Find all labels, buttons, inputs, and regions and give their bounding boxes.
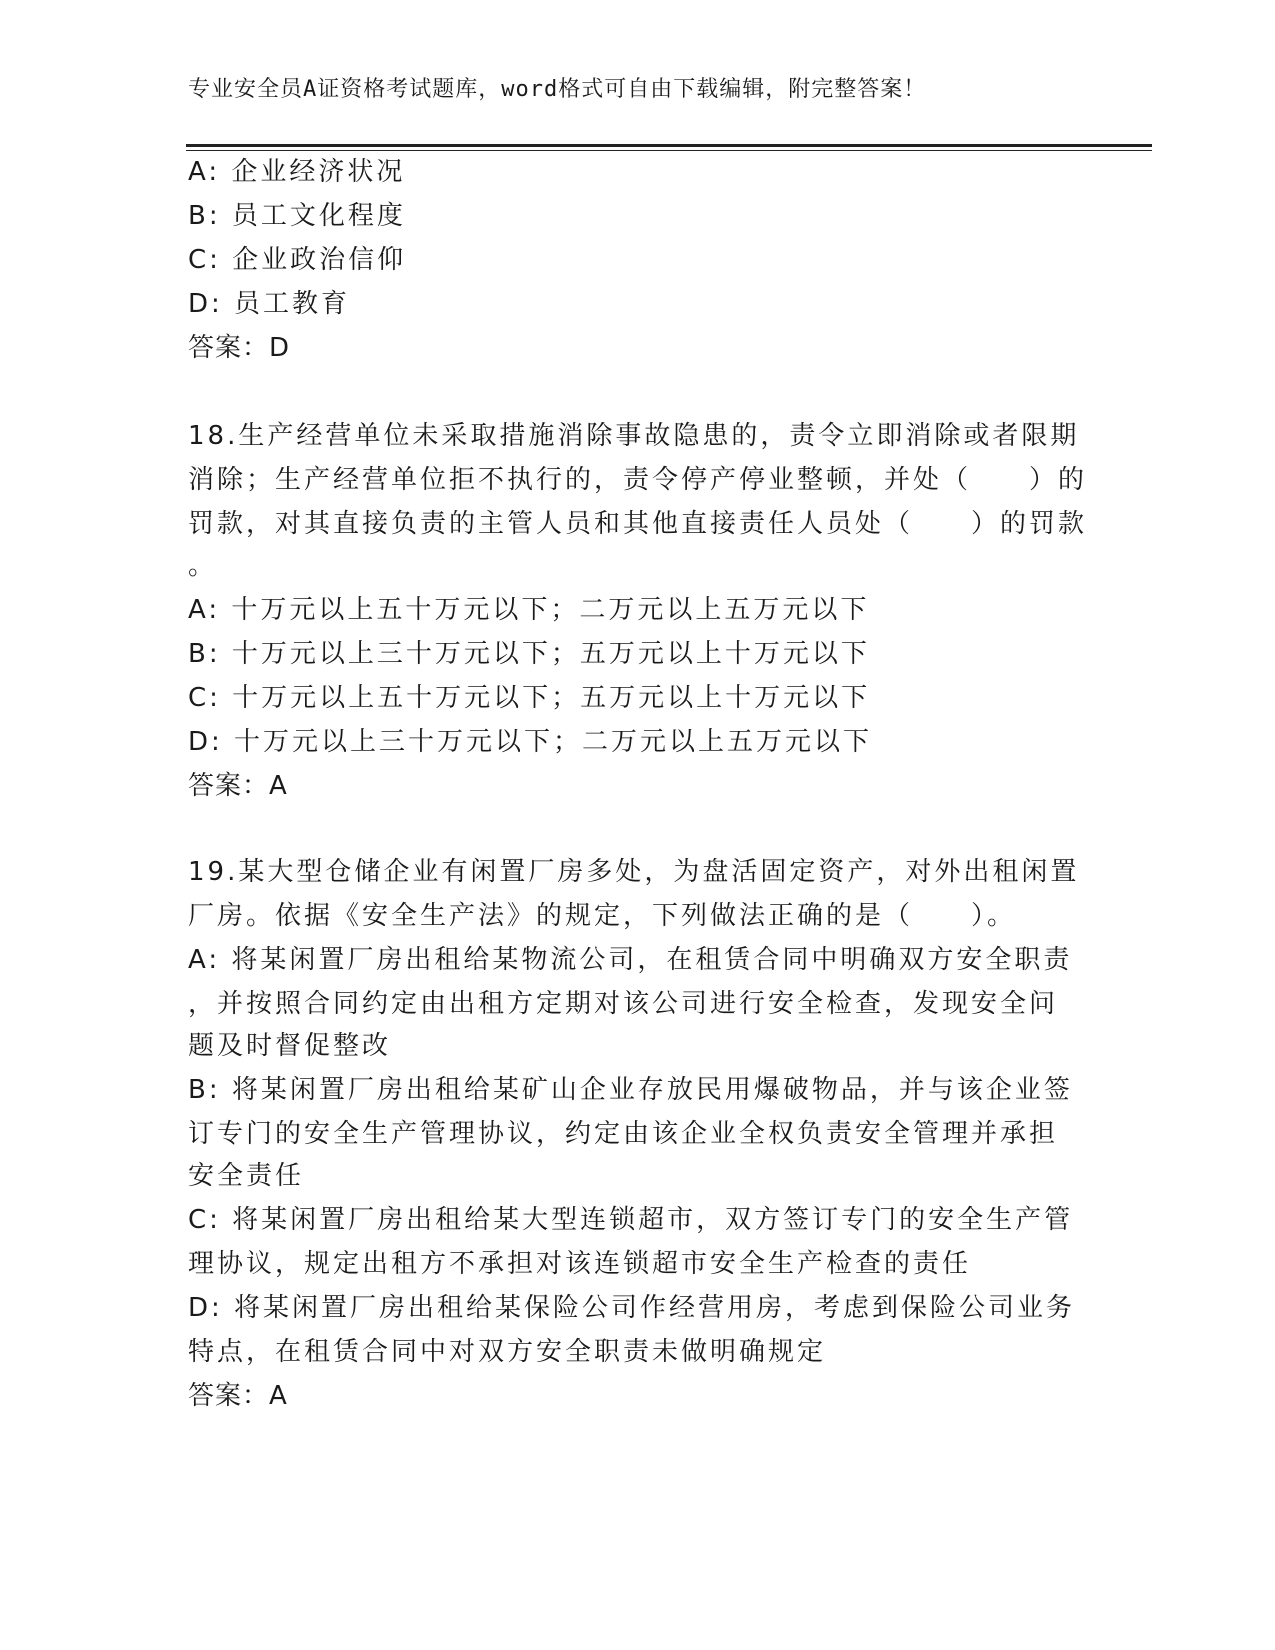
q18-stem-line: 。: [188, 551, 218, 581]
q19-option-a-line: 题及时督促整改: [188, 1031, 392, 1061]
q18-option-a: A: 十万元以上五十万元以下；二万元以上五万元以下: [188, 595, 870, 625]
q19-option-b-line: B: 将某闲置厂房出租给某矿山企业存放民用爆破物品，并与该企业签: [188, 1075, 1073, 1105]
q18-stem-line: 罚款，对其直接负责的主管人员和其他直接责任人员处（ ）的罚款: [188, 509, 1088, 539]
q19-option-a-line: ，并按照合同约定由出租方定期对该公司进行安全检查，发现安全问: [188, 989, 1059, 1019]
header-rule-thin: [186, 150, 1152, 151]
q17-option-a: A: 企业经济状况: [188, 157, 406, 187]
q17-option-b: B: 员工文化程度: [188, 201, 406, 231]
q19-option-c-line: 理协议，规定出租方不承担对该连锁超市安全生产检查的责任: [188, 1249, 972, 1279]
q19-option-b-line: 订专门的安全生产管理协议，约定由该企业全权负责安全管理并承担: [188, 1119, 1059, 1149]
q18-option-d: D: 十万元以上三十万元以下；二万元以上五万元以下: [188, 727, 873, 757]
q19-option-a-line: A: 将某闲置厂房出租给某物流公司，在租赁合同中明确双方安全职责: [188, 945, 1073, 975]
q18-answer: 答案：A: [188, 771, 288, 801]
q19-answer: 答案：A: [188, 1381, 288, 1411]
q19-option-d-line: D: 将某闲置厂房出租给某保险公司作经营用房，考虑到保险公司业务: [188, 1293, 1076, 1323]
q17-option-d: D: 员工教育: [188, 289, 351, 319]
q19-stem-line: 厂房。依据《安全生产法》的规定，下列做法正确的是（ ）。: [188, 901, 1017, 931]
q19-stem-line: 19.某大型仓储企业有闲置厂房多处，为盘活固定资产，对外出租闲置: [188, 857, 1080, 887]
q19-option-b-line: 安全责任: [188, 1161, 305, 1191]
q18-option-b: B: 十万元以上三十万元以下；五万元以上十万元以下: [188, 639, 870, 669]
q19-option-c-line: C: 将某闲置厂房出租给某大型连锁超市，双方签订专门的安全生产管: [188, 1205, 1074, 1235]
q17-option-c: C: 企业政治信仰: [188, 245, 407, 275]
header-rule-thick: [186, 144, 1152, 147]
q17-answer: 答案：D: [188, 333, 291, 363]
q18-stem-line: 消除；生产经营单位拒不执行的，责令停产停业整顿，并处（ ）的: [188, 465, 1088, 495]
page-header: 专业安全员A证资格考试题库，word格式可自由下载编辑，附完整答案！: [188, 77, 927, 102]
q18-option-c: C: 十万元以上五十万元以下；五万元以上十万元以下: [188, 683, 871, 713]
q19-option-d-line: 特点，在租赁合同中对双方安全职责未做明确规定: [188, 1337, 827, 1367]
q18-stem-line: 18.生产经营单位未采取措施消除事故隐患的，责令立即消除或者限期: [188, 421, 1080, 451]
